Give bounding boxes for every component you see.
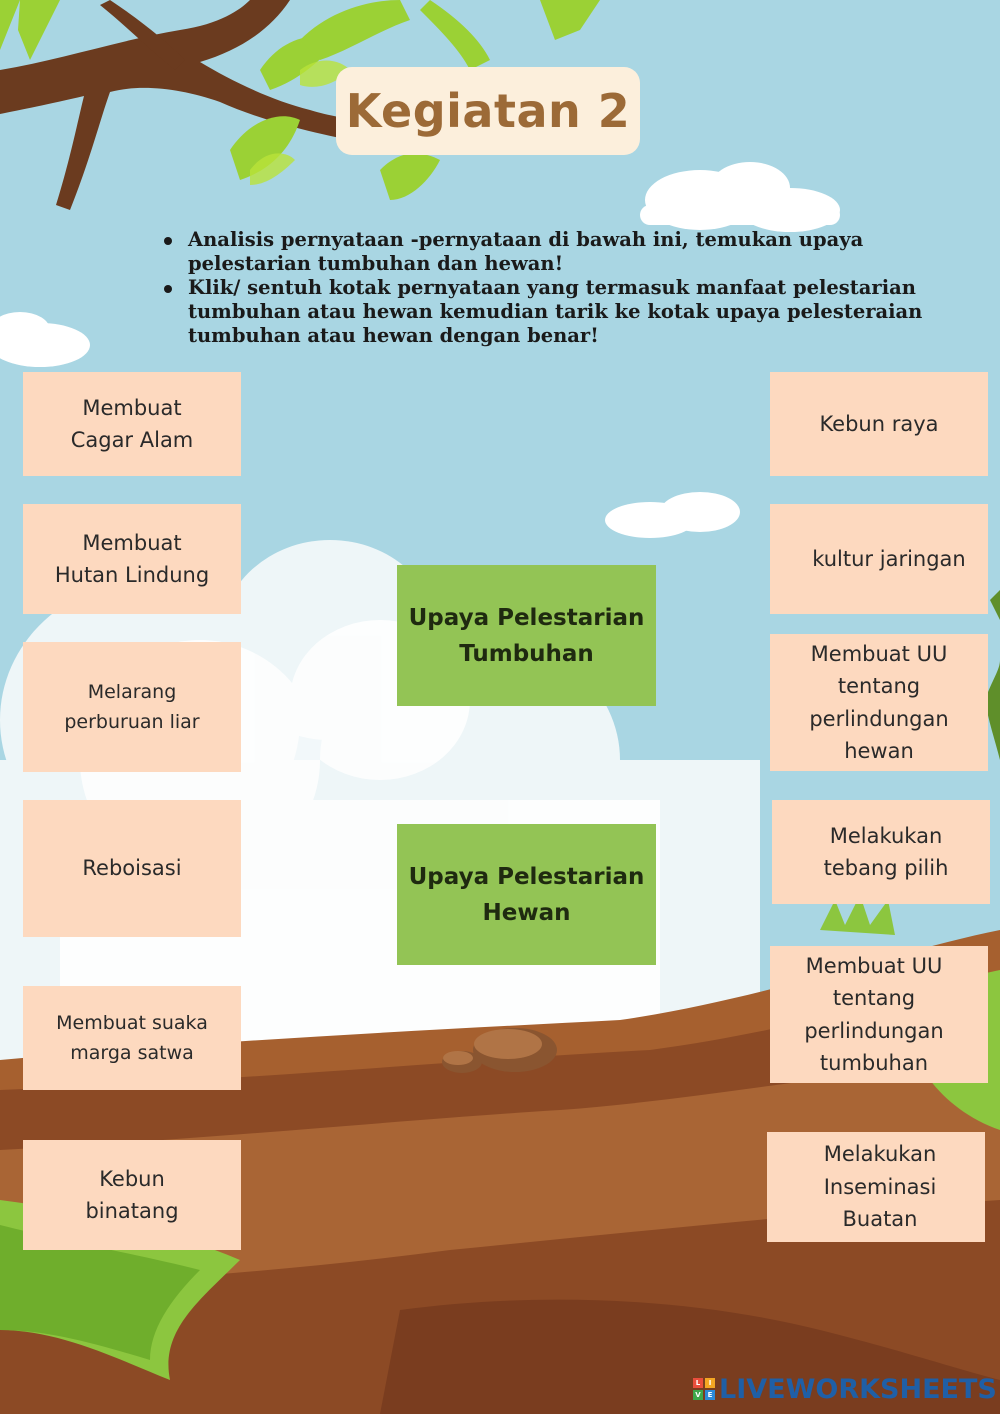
draggable-card-membuat-hutan-lindung[interactable]: Membuat Hutan Lindung [23, 504, 241, 614]
instruction-list [162, 228, 962, 348]
drop-target-hewan[interactable]: Upaya Pelestarian Hewan [397, 824, 656, 965]
instruction-item: Klik/ sentuh kotak pernyataan yang termasuk manfaat pelestarian tumbuhan atau hewan kemudian tarik ke kotak upaya pelesteraian tumbuhan atau hewan dengan benar! [162, 276, 962, 348]
title-box [336, 67, 640, 155]
draggable-card-membuat-suaka-marga-satwa[interactable]: Membuat suaka marga satwa [23, 986, 241, 1090]
draggable-card-kultur-jaringan[interactable]: kultur jaringan [770, 504, 988, 614]
logo-letter: V [693, 1390, 703, 1400]
logo-letter: L [693, 1378, 703, 1388]
liveworksheets-logo [693, 1372, 997, 1406]
logo-letter: I [705, 1378, 715, 1388]
draggable-card-reboisasi[interactable]: Reboisasi [23, 800, 241, 937]
instruction-item: Analisis pernyataan -pernyataan di bawah ini, temukan upaya pelestarian tumbuhan dan hewan! [162, 228, 962, 276]
draggable-card-kebun-binatang[interactable]: Kebun binatang [23, 1140, 241, 1250]
logo-letter: E [705, 1390, 715, 1400]
draggable-card-tebang-pilih[interactable]: Melakukan tebang pilih [772, 800, 990, 904]
liveworksheets-logo-text: LIVEWORKSHEETS [719, 1373, 997, 1405]
draggable-card-melarang-perburuan-liar[interactable]: Melarang perburuan liar [23, 642, 241, 772]
draggable-card-kebun-raya[interactable]: Kebun raya [770, 372, 988, 476]
liveworksheets-logo-icon [693, 1378, 715, 1400]
draggable-card-uu-perlindungan-hewan[interactable]: Membuat UU tentang perlindungan hewan [770, 634, 988, 771]
draggable-card-uu-perlindungan-tumbuhan[interactable]: Membuat UU tentang perlindungan tumbuhan [770, 946, 988, 1083]
drop-target-tumbuhan[interactable]: Upaya Pelestarian Tumbuhan [397, 565, 656, 706]
draggable-card-membuat-cagar-alam[interactable]: Membuat Cagar Alam [23, 372, 241, 476]
page-title: Kegiatan 2 [345, 84, 631, 138]
draggable-card-inseminasi-buatan[interactable]: Melakukan Inseminasi Buatan [767, 1132, 985, 1242]
